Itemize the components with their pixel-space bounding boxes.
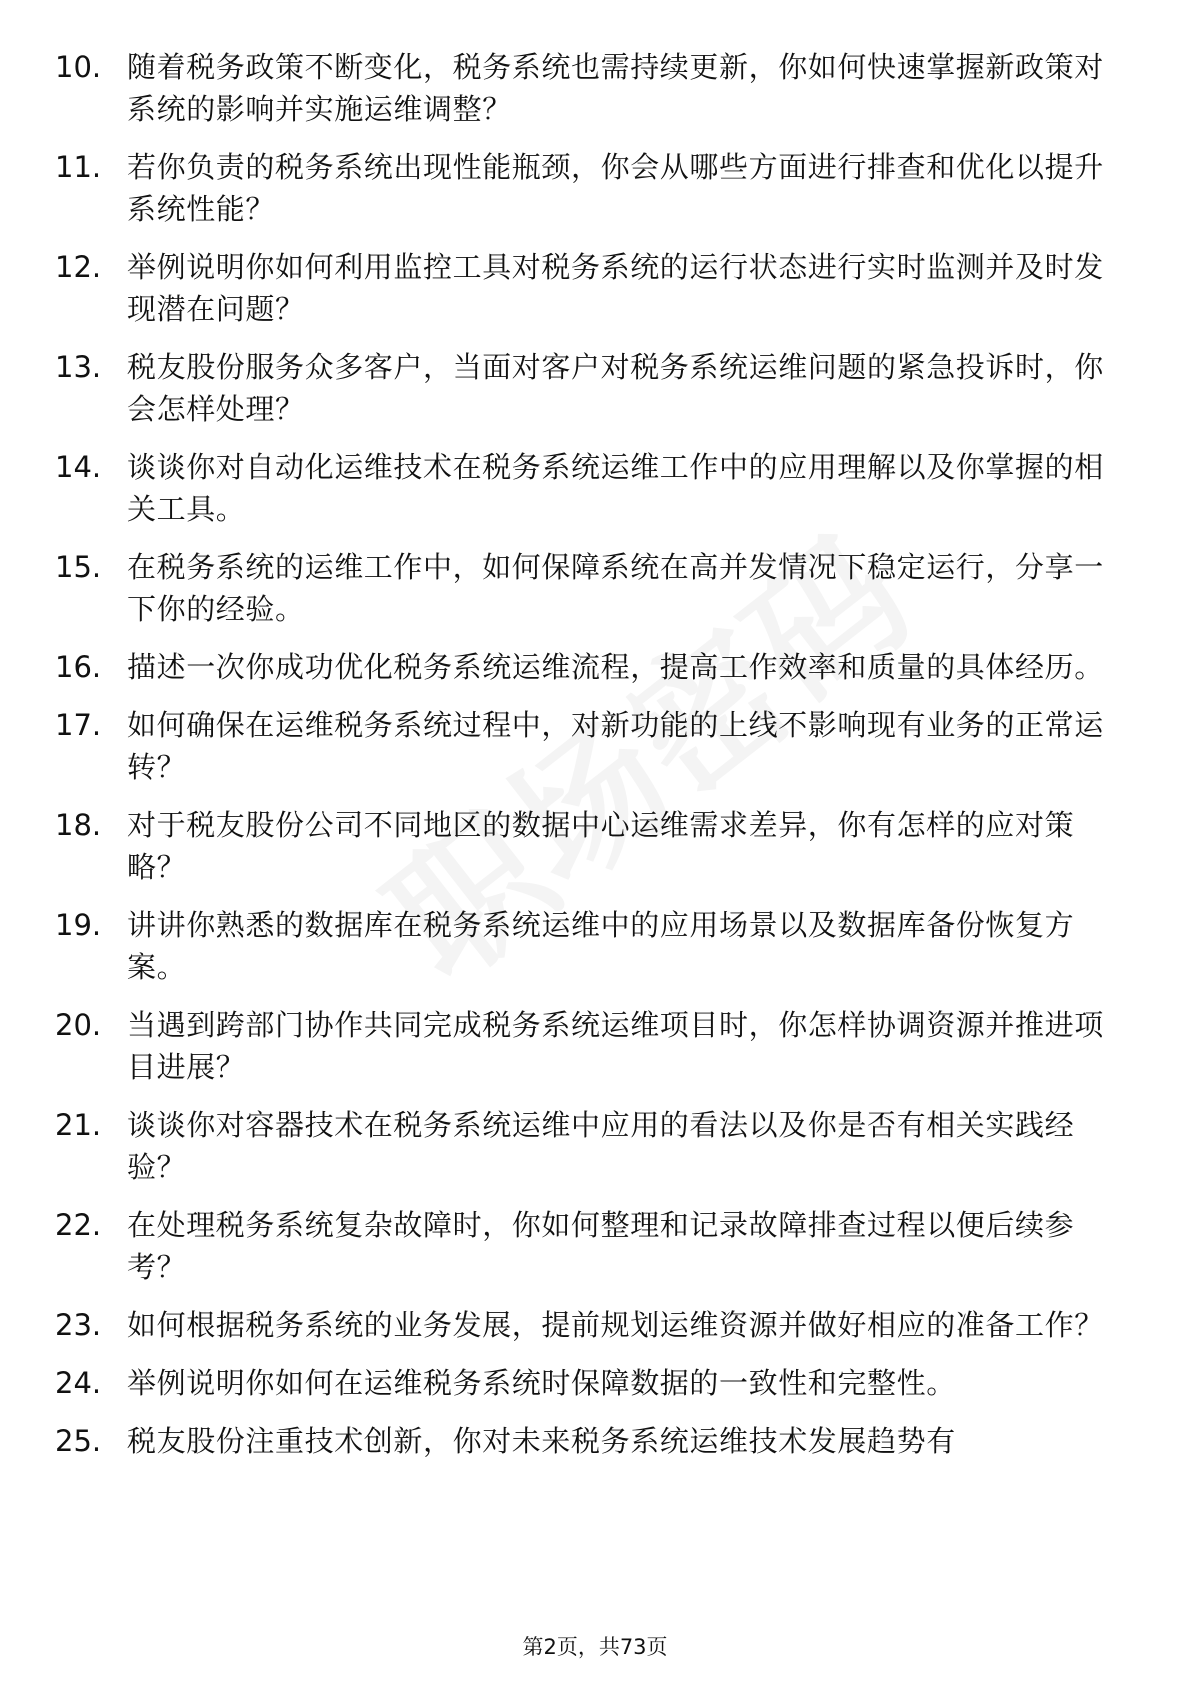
list-item (55, 346, 1125, 430)
list-item (55, 1362, 1125, 1404)
question-text: 如何根据税务系统的业务发展，提前规划运维资源并做好相应的准备工作？ (127, 1308, 1104, 1342)
list-item (55, 1104, 1125, 1188)
question-text: 若你负责的税务系统出现性能瓶颈，你会从哪些方面进行排查和优化以提升系统性能？ (127, 150, 1104, 226)
question-number: 13. (55, 350, 102, 384)
list-item (55, 246, 1125, 330)
question-number: 22. (55, 1208, 102, 1242)
question-number: 12. (55, 250, 102, 284)
question-number: 19. (55, 908, 102, 942)
question-number: 10. (55, 50, 102, 84)
question-number: 25. (55, 1424, 102, 1458)
question-number: 18. (55, 808, 102, 842)
question-text: 在税务系统的运维工作中，如何保障系统在高并发情况下稳定运行，分享一下你的经验。 (127, 550, 1104, 626)
question-text: 举例说明你如何在运维税务系统时保障数据的一致性和完整性。 (127, 1366, 956, 1400)
question-text: 讲讲你熟悉的数据库在税务系统运维中的应用场景以及数据库备份恢复方案。 (127, 908, 1075, 984)
question-number: 16. (55, 650, 102, 684)
list-item (55, 546, 1125, 630)
list-item (55, 804, 1125, 888)
question-list (55, 46, 1125, 1478)
question-text: 谈谈你对容器技术在税务系统运维中应用的看法以及你是否有相关实践经验？ (127, 1108, 1075, 1184)
list-item (55, 146, 1125, 230)
question-text: 在处理税务系统复杂故障时，你如何整理和记录故障排查过程以便后续参考？ (127, 1208, 1075, 1284)
question-text: 税友股份服务众多客户，当面对客户对税务系统运维问题的紧急投诉时，你会怎样处理？ (127, 350, 1104, 426)
question-text: 描述一次你成功优化税务系统运维流程，提高工作效率和质量的具体经历。 (127, 650, 1104, 684)
list-item (55, 1304, 1125, 1346)
question-number: 15. (55, 550, 102, 584)
list-item (55, 646, 1125, 688)
list-item (55, 446, 1125, 530)
question-number: 24. (55, 1366, 102, 1400)
question-text: 举例说明你如何利用监控工具对税务系统的运行状态进行实时监测并及时发现潜在问题？ (127, 250, 1104, 326)
question-number: 14. (55, 450, 102, 484)
list-item (55, 904, 1125, 988)
list-item (55, 704, 1125, 788)
question-text: 当遇到跨部门协作共同完成税务系统运维项目时，你怎样协调资源并推进项目进展？ (127, 1008, 1104, 1084)
question-number: 17. (55, 708, 102, 742)
question-text: 税友股份注重技术创新，你对未来税务系统运维技术发展趋势有 (127, 1424, 956, 1458)
question-text: 如何确保在运维税务系统过程中，对新功能的上线不影响现有业务的正常运转？ (127, 708, 1104, 784)
question-text: 谈谈你对自动化运维技术在税务系统运维工作中的应用理解以及你掌握的相关工具。 (127, 450, 1104, 526)
question-number: 11. (55, 150, 102, 184)
page-number: 第2页，共73页 (522, 1635, 668, 1659)
question-number: 20. (55, 1008, 102, 1042)
question-text: 对于税友股份公司不同地区的数据中心运维需求差异，你有怎样的应对策略？ (127, 808, 1075, 884)
list-item (55, 46, 1125, 130)
list-item (55, 1004, 1125, 1088)
list-item (55, 1420, 1125, 1462)
list-item (55, 1204, 1125, 1288)
question-text: 随着税务政策不断变化，税务系统也需持续更新，你如何快速掌握新政策对系统的影响并实施运维调整？ (127, 50, 1104, 126)
question-number: 23. (55, 1308, 102, 1342)
question-number: 21. (55, 1108, 102, 1142)
